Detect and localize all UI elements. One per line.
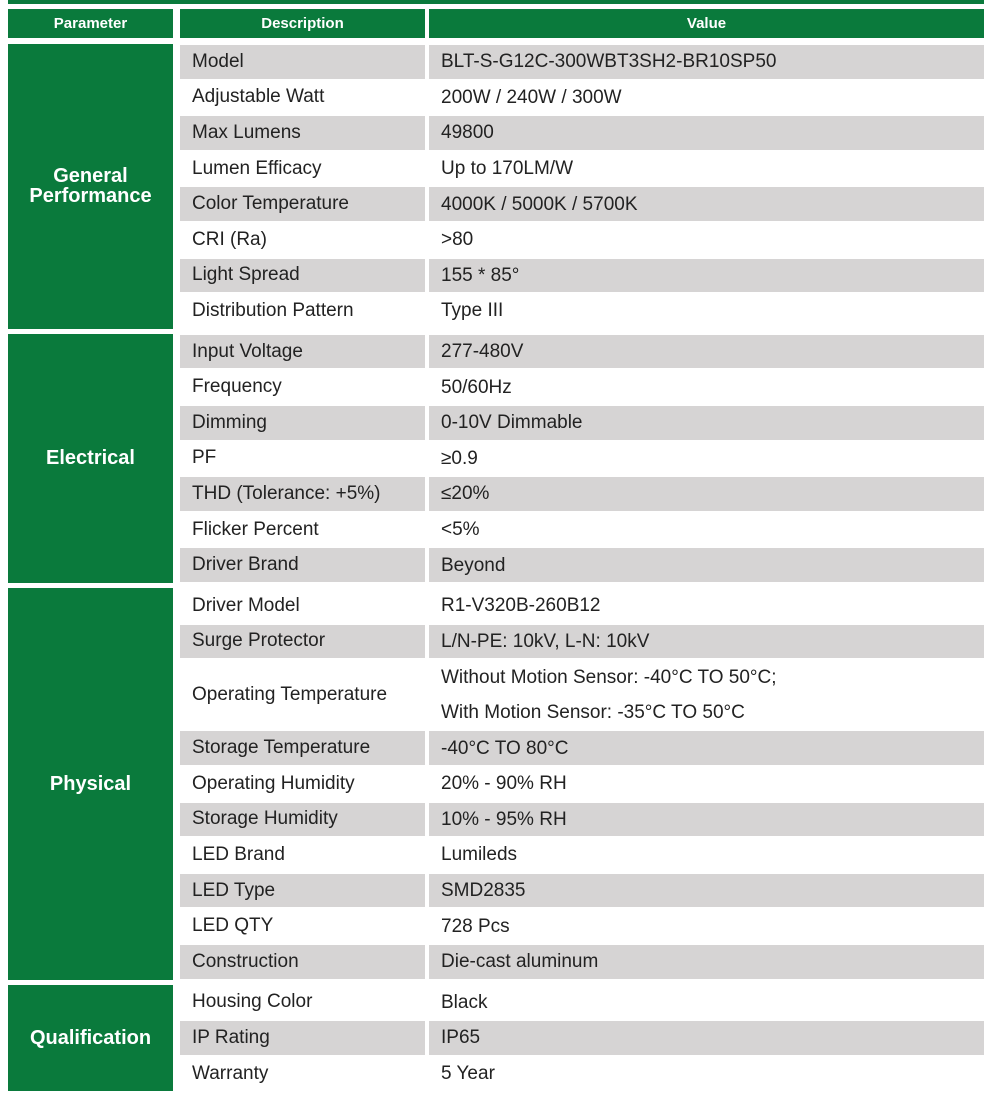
row-value xyxy=(429,731,984,765)
row-value xyxy=(429,187,984,221)
top-rule xyxy=(8,0,984,4)
value-line: With Motion Sensor: -35°C TO 50°C xyxy=(441,701,745,723)
row-description: Lumen Efficacy xyxy=(180,152,425,186)
row-description: Construction xyxy=(180,945,425,979)
value-line: 20% - 90% RH xyxy=(441,773,567,795)
group-label: Electrical xyxy=(8,334,173,583)
row-description: THD (Tolerance: +5%) xyxy=(180,477,425,511)
value-line: IP65 xyxy=(441,1027,481,1049)
row-description: Color Temperature xyxy=(180,187,425,221)
row-value xyxy=(429,223,984,257)
value-line: ≤20% xyxy=(441,483,490,505)
row-value xyxy=(429,152,984,186)
value-line: Up to 170LM/W xyxy=(441,158,573,180)
value-line: 4000K / 5000K / 5700K xyxy=(441,193,638,215)
value-line: Beyond xyxy=(441,554,506,576)
row-description: Warranty xyxy=(180,1057,425,1091)
value-line: SMD2835 xyxy=(441,880,526,902)
row-description: CRI (Ra) xyxy=(180,223,425,257)
row-value xyxy=(429,909,984,943)
row-description: Flicker Percent xyxy=(180,513,425,547)
row-description: Storage Humidity xyxy=(180,803,425,837)
value-line: BLT-S-G12C-300WBT3SH2-BR10SP50 xyxy=(441,51,777,73)
value-line: 0-10V Dimmable xyxy=(441,412,583,434)
row-value xyxy=(429,803,984,837)
row-value xyxy=(429,370,984,404)
group-label: Qualification xyxy=(8,985,173,1092)
row-value xyxy=(429,406,984,440)
value-line: Die-cast aluminum xyxy=(441,951,599,973)
row-value xyxy=(429,945,984,979)
row-value xyxy=(429,986,984,1020)
value-line: R1-V320B-260B12 xyxy=(441,595,601,617)
row-value xyxy=(429,116,984,150)
header-description: Description xyxy=(180,9,425,38)
value-line: L/N-PE: 10kV, L-N: 10kV xyxy=(441,630,650,652)
row-value xyxy=(429,335,984,369)
row-description: Surge Protector xyxy=(180,625,425,659)
row-value xyxy=(429,442,984,476)
row-description: Light Spread xyxy=(180,259,425,293)
row-description: Input Voltage xyxy=(180,335,425,369)
value-line: 155 * 85° xyxy=(441,264,520,286)
group-label: Physical xyxy=(8,588,173,980)
row-description: Operating Humidity xyxy=(180,767,425,801)
value-line: 10% - 95% RH xyxy=(441,808,567,830)
row-value xyxy=(429,625,984,659)
value-line: Type III xyxy=(441,300,504,322)
row-description: Dimming xyxy=(180,406,425,440)
value-line: Without Motion Sensor: -40°C TO 50°C; xyxy=(441,666,777,688)
value-line: Black xyxy=(441,991,488,1013)
row-value xyxy=(429,1057,984,1091)
row-value xyxy=(429,767,984,801)
row-description: Storage Temperature xyxy=(180,731,425,765)
group-label: General Performance xyxy=(8,44,173,329)
row-value xyxy=(429,294,984,328)
header-parameter: Parameter xyxy=(8,9,173,38)
row-description: Driver Brand xyxy=(180,548,425,582)
value-line: 5 Year xyxy=(441,1063,495,1085)
value-line: 200W / 240W / 300W xyxy=(441,86,622,108)
row-description: IP Rating xyxy=(180,1021,425,1055)
value-line: <5% xyxy=(441,519,480,541)
value-line: >80 xyxy=(441,229,474,251)
row-description: Driver Model xyxy=(180,589,425,623)
row-description: Housing Color xyxy=(180,986,425,1020)
row-value xyxy=(429,660,984,729)
row-description: Frequency xyxy=(180,370,425,404)
row-description: LED QTY xyxy=(180,909,425,943)
row-value xyxy=(429,1021,984,1055)
row-description: LED Brand xyxy=(180,838,425,872)
value-line: ≥0.9 xyxy=(441,447,478,469)
row-description: Distribution Pattern xyxy=(180,294,425,328)
row-value xyxy=(429,513,984,547)
row-description: Model xyxy=(180,45,425,79)
value-line: -40°C TO 80°C xyxy=(441,737,569,759)
row-value xyxy=(429,81,984,115)
row-description: Adjustable Watt xyxy=(180,81,425,115)
row-value xyxy=(429,477,984,511)
row-value xyxy=(429,838,984,872)
row-value xyxy=(429,589,984,623)
value-line: 277-480V xyxy=(441,341,524,363)
value-line: 49800 xyxy=(441,122,494,144)
row-value xyxy=(429,874,984,908)
row-value xyxy=(429,45,984,79)
row-description: Max Lumens xyxy=(180,116,425,150)
value-line: 728 Pcs xyxy=(441,915,510,937)
value-line: 50/60Hz xyxy=(441,376,512,398)
row-description: LED Type xyxy=(180,874,425,908)
row-description: PF xyxy=(180,442,425,476)
row-description: Operating Temperature xyxy=(180,660,425,729)
value-line: Lumileds xyxy=(441,844,518,866)
row-value xyxy=(429,259,984,293)
header-value: Value xyxy=(429,9,984,38)
row-value xyxy=(429,548,984,582)
